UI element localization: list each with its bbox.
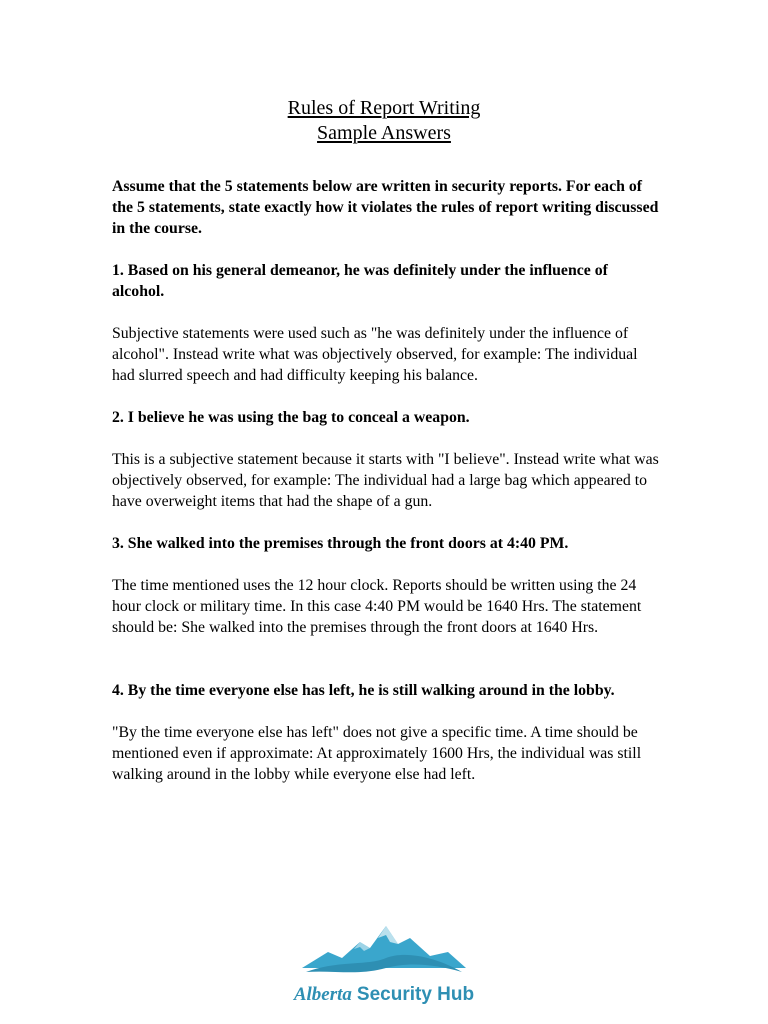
mountain-logo-icon [298, 922, 470, 982]
question-1: 1. Based on his general demeanor, he was definitely under the influence of alcohol. [112, 262, 608, 300]
logo-word-alberta: Alberta [293, 984, 352, 1005]
logo-wordmark [284, 984, 484, 1006]
answer-1: Subjective statements were used such as "he was definitely under the influence of alcohol". Instead write what was objectively observed, for example: The individual had slurred speech and had difficulty keeping his balance. [112, 325, 638, 384]
alberta-security-hub-logo [284, 922, 484, 1012]
logo-word-security-hub: Security Hub [356, 984, 475, 1005]
question-2: 2. I believe he was using the bag to conceal a weapon. [112, 409, 470, 426]
intro-paragraph: Assume that the 5 statements below are written in security reports. For each of the 5 statements, state exactly how it violates the rules of report writing discussed in the course. [112, 178, 659, 237]
answer-4: "By the time everyone else has left" does not give a specific time. A time should be mentioned even if approximate: At approximately 1600 Hrs, the individual was still walking around in the lobby while everyone else had left. [112, 724, 642, 783]
answer-2: This is a subjective statement because it starts with "I believe". Instead write what was objectively observed, for example: The individual had a large bag which appeared to have overweight items that had the shape of a gun. [112, 451, 659, 510]
title-line-2: Sample Answers [317, 122, 451, 144]
document-body [112, 176, 660, 806]
document-title [0, 96, 768, 146]
question-4: 4. By the time everyone else has left, he is still walking around in the lobby. [112, 682, 615, 699]
answer-3: The time mentioned uses the 12 hour clock. Reports should be written using the 24 hour clock or military time. In this case 4:40 PM would be 1640 Hrs. The statement should be: She walked into the premises through the front doors at 1640 Hrs. [112, 577, 642, 636]
question-3: 3. She walked into the premises through the front doors at 4:40 PM. [112, 535, 569, 552]
title-line-1: Rules of Report Writing [287, 97, 481, 119]
